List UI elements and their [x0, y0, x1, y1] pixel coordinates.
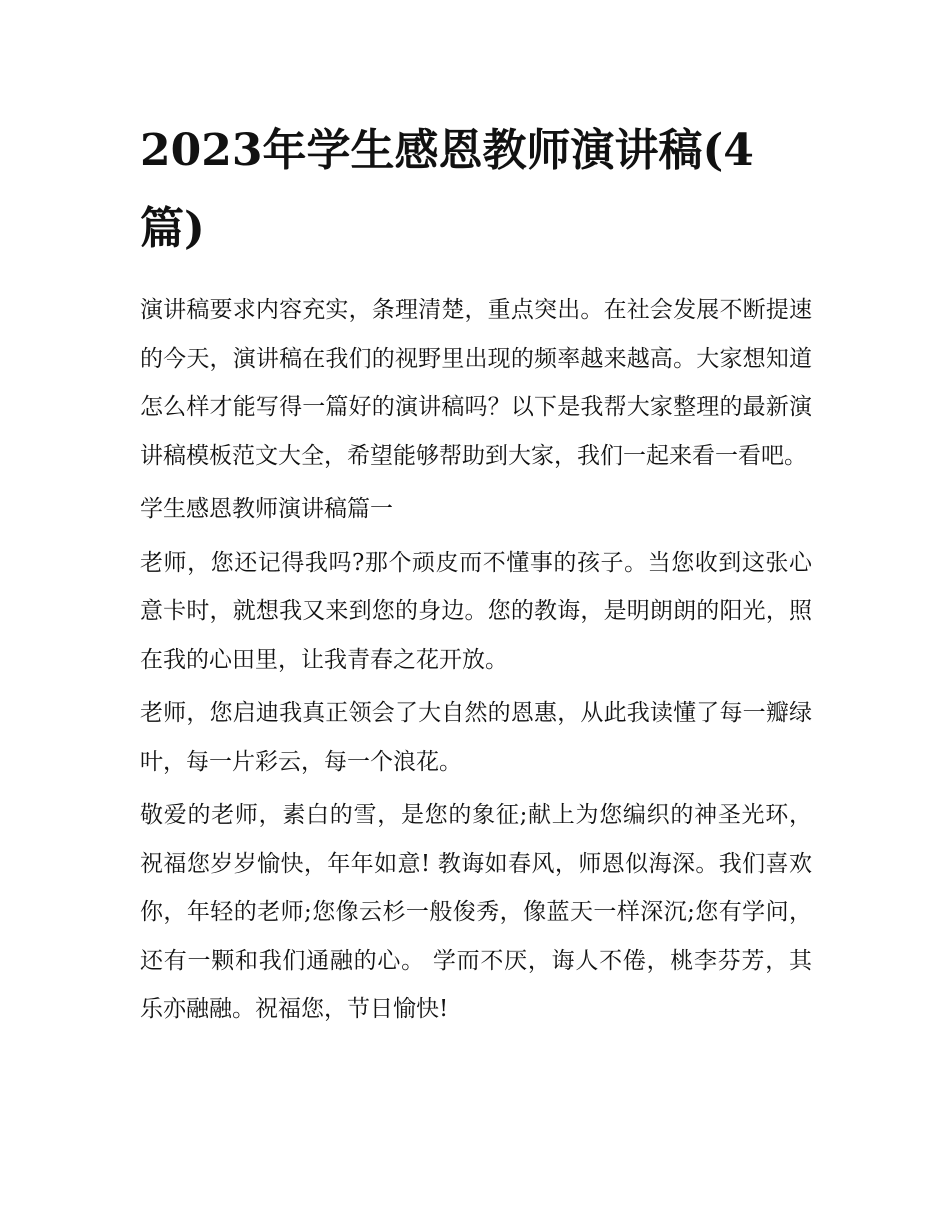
body-paragraph-1: 老师，您还记得我吗?那个顽皮而不懂事的孩子。当您收到这张心意卡时，就想我又来到您的身边。您的教诲，是明朗朗的阳光，照在我的心田里，让我青春之花开放。: [140, 549, 812, 673]
section-heading: 学生感恩教师演讲稿篇一: [140, 496, 393, 522]
document-title: 2023年学生感恩教师演讲稿(4篇): [140, 125, 754, 254]
document-page: [140, 112, 812, 1034]
intro-paragraph: 演讲稿要求内容充实，条理清楚，重点突出。在社会发展不断提速的今天，演讲稿在我们的视野里出现的频率越来越高。大家想知道怎么样才能写得一篇好的演讲稿吗？以下是我帮大家整理的最新演讲稿模板范文大全，希望能够帮助到大家，我们一起来看一看吧。: [140, 297, 812, 469]
body-paragraph-2: 老师，您启迪我真正领会了大自然的恩惠，从此我读懂了每一瓣绿叶，每一片彩云，每一个浪花。: [140, 700, 812, 775]
body-paragraph-3: 敬爱的老师，素白的雪，是您的象征;献上为您编织的神圣光环，祝福您岁岁愉快，年年如意! 教诲如春风，师恩似海深。我们喜欢你，年轻的老师;您像云杉一般俊秀，像蓝天一样深沉;您有学问，还有一颗和我们通融的心。 学而不厌，诲人不倦，桃李芬芳，其乐亦融融。祝福您，节日愉快!: [140, 802, 812, 1022]
